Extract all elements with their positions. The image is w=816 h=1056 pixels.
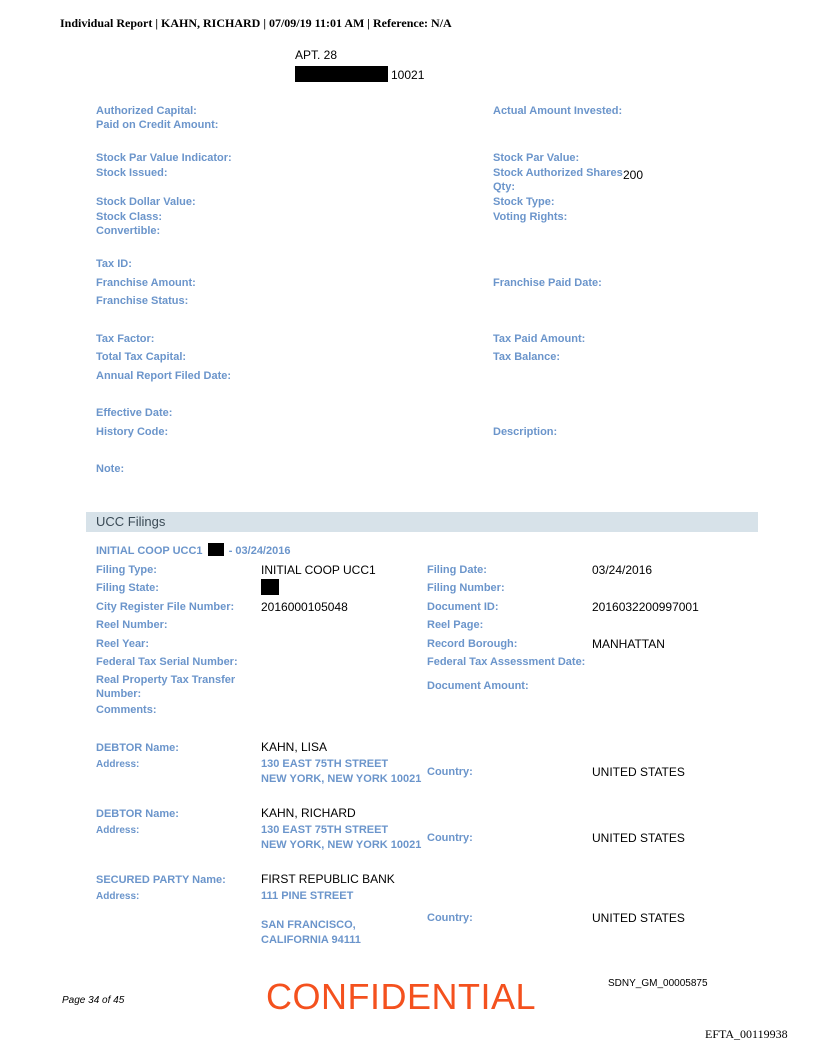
tax-balance-label: Tax Balance: [493,351,561,363]
debtor-name-label: DEBTOR Name: [96,808,179,820]
stock-issued-label: Stock Issued: [96,167,168,179]
country-label: Country: [427,832,473,844]
address-line-apt: APT. 28 [295,48,338,62]
filing-date-value: 03/24/2016 [592,563,653,577]
page-number: Page 34 of 45 [62,995,125,1006]
description-label: Description: [493,426,558,438]
real-property-label-2: Number: [96,688,142,700]
reel-year-label: Reel Year: [96,638,150,650]
bates-number: SDNY_GM_00005875 [608,978,708,989]
address-line: 130 EAST 75TH STREET [261,758,389,770]
effective-date-label: Effective Date: [96,407,173,419]
debtor-name: KAHN, RICHARD [261,806,356,820]
stock-type-label: Stock Type: [493,196,555,208]
document-id-value: 2016032200997001 [592,600,699,614]
address-line: 111 PINE STREET [261,890,354,902]
paid-on-credit-label: Paid on Credit Amount: [96,119,219,131]
country-label: Country: [427,766,473,778]
secured-party-name: FIRST REPUBLIC BANK [261,872,395,886]
document-id-label: Document ID: [427,601,499,613]
filing-type-value: INITIAL COOP UCC1 [261,563,376,577]
report-header: Individual Report | KAHN, RICHARD | 07/09/19 11:01 AM | Reference: N/A [60,16,452,30]
federal-tax-serial-label: Federal Tax Serial Number: [96,656,238,668]
annual-report-label: Annual Report Filed Date: [96,370,232,382]
comments-label: Comments: [96,704,157,716]
confidential-stamp: CONFIDENTIAL [266,976,537,1017]
note-label: Note: [96,463,125,475]
stock-authorized-value: 200 [623,168,644,182]
total-tax-capital-label: Total Tax Capital: [96,351,187,363]
reel-number-label: Reel Number: [96,619,168,631]
federal-tax-assessment-label: Federal Tax Assessment Date: [427,656,586,668]
redaction-box [295,66,388,82]
address-line: NEW YORK, NEW YORK 10021 [261,773,422,785]
franchise-amount-label: Franchise Amount: [96,277,196,289]
stock-class-label: Stock Class: [96,211,163,223]
debtor-name-label: DEBTOR Name: [96,742,179,754]
address-line: CALIFORNIA 94111 [261,934,361,946]
ucc-section-title: UCC Filings [96,514,166,529]
address-line: 130 EAST 75TH STREET [261,824,389,836]
reel-page-label: Reel Page: [427,619,484,631]
ucc-section-bar [86,512,758,532]
stock-par-indicator-label: Stock Par Value Indicator: [96,152,232,164]
tax-id-label: Tax ID: [96,258,132,270]
filing-date-label: Filing Date: [427,564,487,576]
filing-state-label: Filing State: [96,582,159,594]
record-borough-label: Record Borough: [427,638,518,650]
country-value: UNITED STATES [592,831,685,845]
city-register-value: 2016000105048 [261,600,348,614]
stock-par-value-label: Stock Par Value: [493,152,580,164]
real-property-label: Real Property Tax Transfer [96,674,236,686]
stock-authorized-qty-label: Qty: [493,181,515,193]
address-line: SAN FRANCISCO, [261,919,356,931]
actual-amount-label: Actual Amount Invested: [493,105,623,117]
address-label: Address: [96,759,140,770]
address-label: Address: [96,891,140,902]
stock-dollar-value-label: Stock Dollar Value: [96,196,196,208]
filing-number-label: Filing Number: [427,582,505,594]
voting-rights-label: Voting Rights: [493,211,568,223]
filing-heading-date: - 03/24/2016 [228,545,291,557]
secured-party-name-label: SECURED PARTY Name: [96,874,226,886]
address-zip: 10021 [391,68,425,82]
document-amount-label: Document Amount: [427,680,529,692]
country-label: Country: [427,912,473,924]
tax-factor-label: Tax Factor: [96,333,155,345]
country-value: UNITED STATES [592,911,685,925]
city-register-label: City Register File Number: [96,601,235,613]
country-value: UNITED STATES [592,765,685,779]
franchise-status-label: Franchise Status: [96,295,189,307]
address-line: NEW YORK, NEW YORK 10021 [261,839,422,851]
debtor-name: KAHN, LISA [261,740,328,754]
filing-heading [96,543,290,558]
history-code-label: History Code: [96,426,169,438]
authorized-capital-label: Authorized Capital: [96,105,197,117]
convertible-label: Convertible: [96,225,161,237]
filing-type-label: Filing Type: [96,564,157,576]
filing-heading-prefix: INITIAL COOP UCC1 [96,545,203,557]
tax-paid-amount-label: Tax Paid Amount: [493,333,586,345]
record-borough-value: MANHATTAN [592,637,665,651]
redaction-box [261,579,279,595]
stock-authorized-label: Stock Authorized Shares [493,167,623,179]
redaction-box [208,543,224,556]
franchise-paid-date-label: Franchise Paid Date: [493,277,602,289]
efta-number: EFTA_00119938 [705,1027,788,1041]
address-label: Address: [96,825,140,836]
